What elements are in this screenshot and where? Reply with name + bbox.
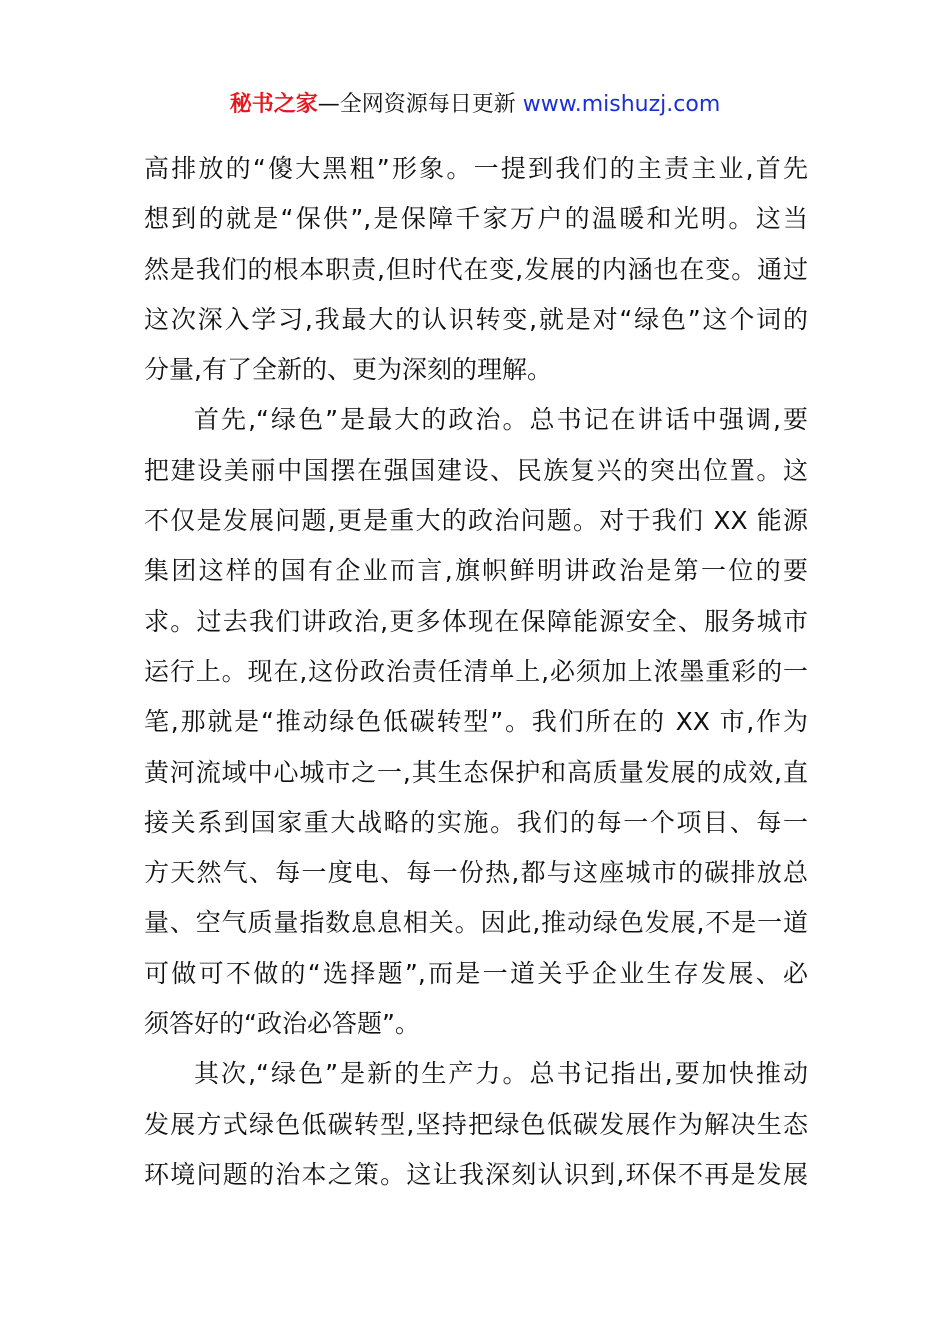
brand-name: 秘书之家 [229,92,318,117]
paragraph-first-line: 首先,“绿色”是最大的政治。总书记在讲话中强调,要 [194,405,808,435]
text-line: 黄河流域中心城市之一,其生态保护和高质量发展的成效,直 [144,757,808,787]
text-line: 运行上。现在,这份政治责任清单上,必须加上浓墨重彩的一 [144,656,808,686]
text-line: 不仅是发展问题,更是重大的政治问题。对于我们 XX 能源 [144,506,808,536]
text-line: 这次深入学习,我最大的认识转变,就是对“绿色”这个词的 [144,304,808,334]
text-line: 集团这样的国有企业而言,旗帜鲜明讲政治是第一位的要 [144,556,808,586]
text-line: 求。过去我们讲政治,更多体现在保障能源安全、服务城市 [144,606,808,636]
text-line: 然是我们的根本职责,但时代在变,发展的内涵也在变。通过 [144,254,808,284]
text-line: 接关系到国家重大战略的实施。我们的每一个项目、每一 [144,807,808,837]
text-line: 环境问题的治本之策。这让我深刻认识到,环保不再是发展 [144,1159,808,1189]
text-line: 须答好的“政治必答题”。 [144,1009,420,1039]
paragraph-first-line: 其次,“绿色”是新的生产力。总书记指出,要加快推动 [194,1059,808,1089]
text-line: 高排放的“傻大黑粗”形象。一提到我们的主责主业,首先 [144,154,808,183]
text-line: 笔,那就是“推动绿色低碳转型”。我们所在的 XX 市,作为 [144,707,808,737]
text-line: 量、空气质量指数息息相关。因此,推动绿色发展,不是一道 [144,908,808,938]
text-line: 可做可不做的“选择题”,而是一道关乎企业生存发展、必 [144,958,808,988]
text-line: 分量,有了全新的、更为深刻的理解。 [144,355,552,385]
page-header [0,88,950,122]
document-body [144,144,808,1200]
text-line: 想到的就是“保供”,是保障千家万户的温暖和光明。这当 [144,204,808,234]
website-link[interactable]: www.mishuzj.com [522,92,721,117]
text-line: 发展方式绿色低碳转型,坚持把绿色低碳发展作为解决生态 [144,1109,808,1139]
text-line: 把建设美丽中国摆在强国建设、民族复兴的突出位置。这 [144,455,808,485]
text-line: 方天然气、每一度电、每一份热,都与这座城市的碳排放总 [144,858,808,888]
header-tagline: —全网资源每日更新 [317,92,523,117]
